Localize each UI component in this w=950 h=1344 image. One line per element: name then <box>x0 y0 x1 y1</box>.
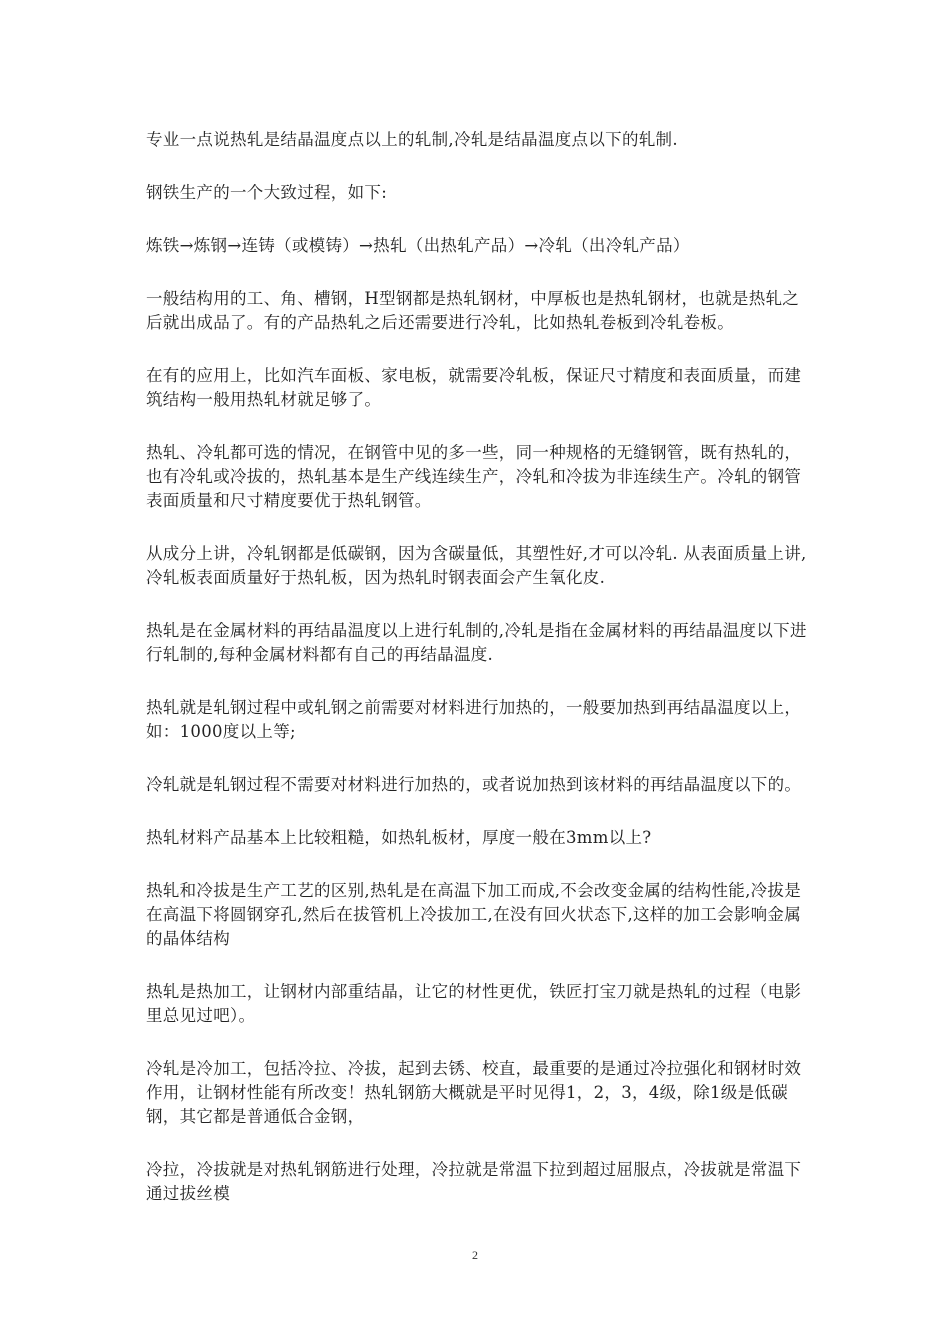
paragraph: 热轧是热加工，让钢材内部重结晶，让它的材性更优，铁匠打宝刀就是热轧的过程（电影里总见过吧）。 <box>146 982 802 1025</box>
paragraph: 在有的应用上，比如汽车面板、家电板，就需要冷轧板，保证尺寸精度和表面质量，而建筑结构一般用热轧材就足够了。 <box>146 366 802 409</box>
paragraph: 热轧、冷轧都可选的情况，在钢管中见的多一些，同一种规格的无缝钢管，既有热轧的，也有冷轧或冷拔的，热轧基本是生产线连续生产，冷轧和冷拔为非连续生产。冷轧的钢管表面质量和尺寸精度要优于热轧钢管。 <box>146 443 802 510</box>
paragraph: 热轧材料产品基本上比较粗糙，如热轧板材，厚度一般在3mm以上? <box>146 828 652 847</box>
paragraph: 炼铁→炼钢→连铸（或模铸）→热轧（出热轧产品）→冷轧（出冷轧产品） <box>146 236 690 255</box>
paragraph: 从成分上讲，冷轧钢都是低碳钢，因为含碳量低，其塑性好,才可以冷轧. 从表面质量上讲,冷轧板表面质量好于热轧板，因为热轧时钢表面会产生氧化皮. <box>146 544 807 587</box>
paragraph: 冷轧就是轧钢过程不需要对材料进行加热的，或者说加热到该材料的再结晶温度以下的。 <box>146 775 802 794</box>
paragraph: 钢铁生产的一个大致过程，如下: <box>146 183 388 202</box>
page-number: 2 <box>472 1248 478 1262</box>
paragraph: 热轧就是轧钢过程中或轧钢之前需要对材料进行加热的，一般要加热到再结晶温度以上，如：1000度以上等; <box>146 698 802 741</box>
paragraph: 专业一点说热轧是结晶温度点以上的轧制,冷轧是结晶温度点以下的轧制. <box>146 130 678 149</box>
document-body <box>146 128 814 1235</box>
paragraph: 热轧是在金属材料的再结晶温度以上进行轧制的,冷轧是指在金属材料的再结晶温度以下进行轧制的,每种金属材料都有自己的再结晶温度. <box>146 621 807 664</box>
paragraph: 一般结构用的工、角、槽钢，H型钢都是热轧钢材，中厚板也是热轧钢材，也就是热轧之后就出成品了。有的产品热轧之后还需要进行冷轧，比如热轧卷板到冷轧卷板。 <box>146 289 800 332</box>
paragraph: 冷轧是冷加工，包括冷拉、冷拔，起到去锈、校直，最重要的是通过冷拉强化和钢材时效作用，让钢材性能有所改变！热轧钢筋大概就是平时见得1，2，3，4级，除1级是低碳钢，其它都是普通低合金钢， <box>146 1059 802 1126</box>
paragraph: 冷拉，冷拔就是对热轧钢筋进行处理，冷拉就是常温下拉到超过屈服点，冷拔就是常温下通过拔丝模 <box>146 1160 802 1203</box>
paragraph: 热轧和冷拔是生产工艺的区别,热轧是在高温下加工而成,不会改变金属的结构性能,冷拔是在高温下将圆钢穿孔,然后在拔管机上冷拔加工,在没有回火状态下,这样的加工会影响金属的晶体结构 <box>146 881 802 948</box>
